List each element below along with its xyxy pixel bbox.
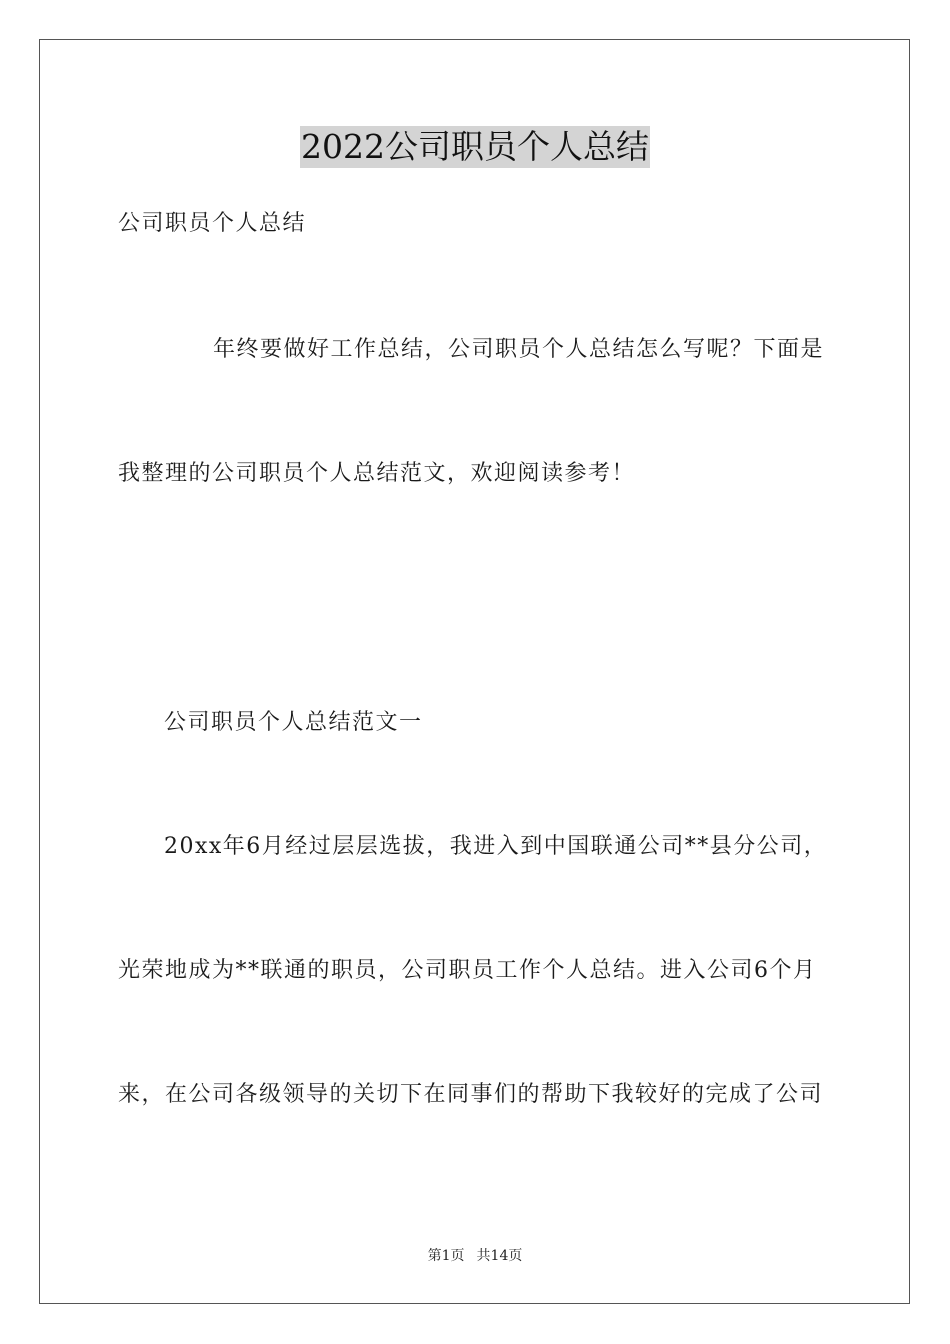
page-total: 共14页 <box>476 1248 523 1264</box>
subtitle-line: 公司职员个人总结 <box>118 211 307 236</box>
page-footer <box>0 1246 950 1266</box>
title-container <box>0 126 950 168</box>
page-number: 第1页 <box>427 1248 465 1264</box>
paragraph-line: 20xx年6月经过层层选拔，我进入到中国联通公司**县分公司， <box>164 834 828 859</box>
section-heading: 公司职员个人总结范文一 <box>164 710 423 735</box>
paragraph-line: 我整理的公司职员个人总结范文，欢迎阅读参考！ <box>118 461 636 486</box>
paragraph-line: 年终要做好工作总结，公司职员个人总结怎么写呢？下面是 <box>213 337 825 362</box>
document-title: 2022公司职员个人总结 <box>301 127 649 166</box>
paragraph-line: 来，在公司各级领导的关切下在同事们的帮助下我较好的完成了公司 <box>118 1082 824 1107</box>
paragraph-line: 光荣地成为**联通的职员，公司职员工作个人总结。进入公司6个月 <box>118 958 817 983</box>
